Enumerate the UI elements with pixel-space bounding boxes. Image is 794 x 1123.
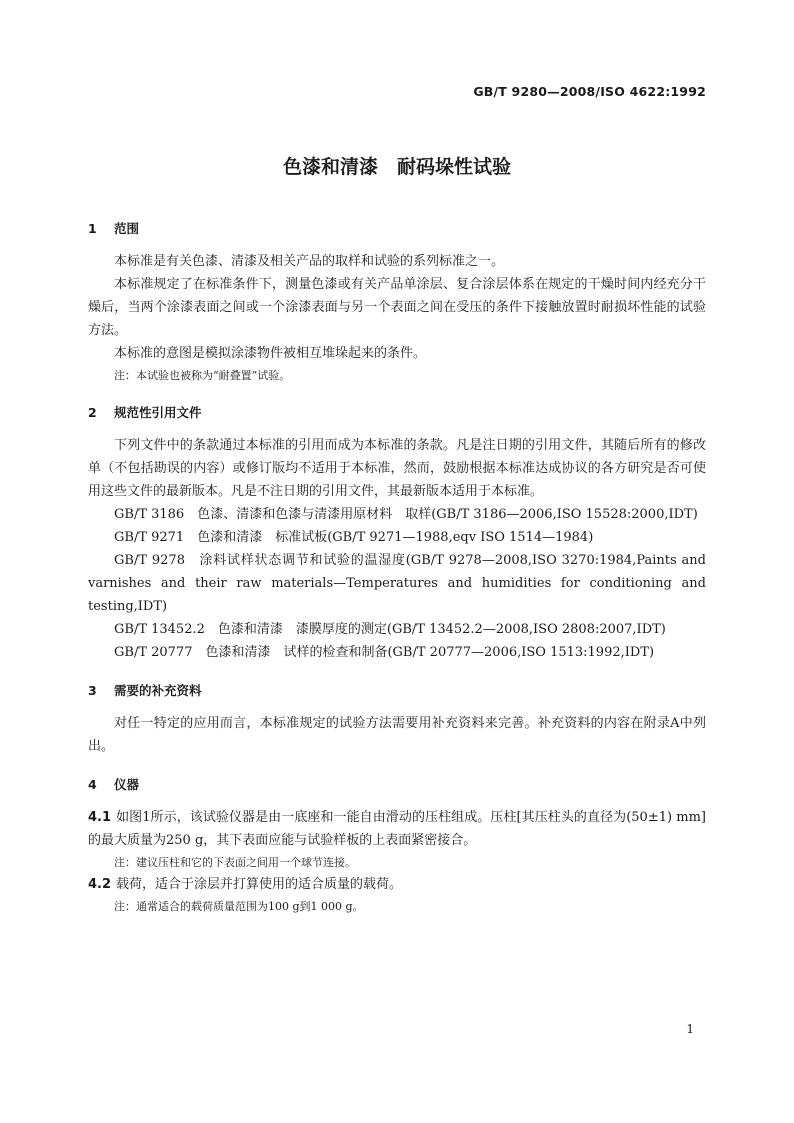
- note: 注：建议压柱和它的下表面之间用一个球节连接。: [114, 856, 356, 869]
- subclause: [88, 873, 706, 896]
- section-title: 规范性引用文件: [114, 405, 202, 420]
- reference-item: GB/T 20777 色漆和清漆 试样的检查和制备(GB/T 20777—2006,ISO 1513:1992,IDT): [114, 645, 655, 660]
- document-title: 色漆和清漆 耐码垛性试验: [282, 156, 511, 178]
- section-supplementary-info: [88, 680, 706, 758]
- paragraph: 对任一特定的应用而言，本标准规定的试验方法需要用补充资料来完善。补充资料的内容在附录A中列出。: [88, 716, 706, 754]
- reference-item: GB/T 9278 涂料试样状态调节和试验的温湿度(GB/T 9278—2008,ISO 3270:1984,Paints and varnishes and their raw materials—Temperatures and humidities for conditioning and testing,IDT): [88, 553, 706, 614]
- section-heading: [88, 680, 706, 702]
- section-normative-references: [88, 402, 706, 664]
- section-number: 2: [88, 405, 97, 420]
- section-number: 3: [88, 683, 97, 698]
- section-scope: [88, 218, 706, 386]
- reference-item: GB/T 13452.2 色漆和清漆 漆膜厚度的测定(GB/T 13452.2—2008,ISO 2808:2007,IDT): [114, 622, 666, 637]
- standard-code: GB/T 9280—2008/ISO 4622:1992: [473, 84, 706, 99]
- subclause: [88, 806, 706, 852]
- paragraph: 下列文件中的条款通过本标准的引用而成为本标准的条款。凡是注日期的引用文件，其随后所有的修改单（不包括勘误的内容）或修订版均不适用于本标准，然而，鼓励根据本标准达成协议的各方研究是否可使用这些文件的最新版本。凡是不注日期的引用文件，其最新版本适用于本标准。: [88, 438, 706, 499]
- section-number: 1: [88, 221, 97, 236]
- subclause-number: 4.2: [88, 877, 112, 892]
- paragraph: 本标准规定了在标准条件下，测量色漆或有关产品单涂层、复合涂层体系在规定的干燥时间内经充分干燥后，当两个涂漆表面之间或一个涂漆表面与另一个表面之间在受压的条件下接触放置时耐损坏性能的试验方法。: [88, 277, 706, 338]
- page-number: 1: [686, 1022, 694, 1036]
- subclause-text: 如图1所示，该试验仪器是由一底座和一能自由滑动的压柱组成。压柱[其压柱头的直径为(50±1) mm]的最大质量为250 g，其下表面应能与试验样板的上表面紧密接合。: [88, 810, 706, 848]
- section-number: 4: [88, 777, 97, 792]
- section-heading: [88, 402, 706, 424]
- paragraph: 本标准是有关色漆、清漆及相关产品的取样和试验的系列标准之一。: [114, 254, 505, 269]
- subclause-number: 4.1: [88, 810, 112, 825]
- section-title: 仪器: [114, 777, 140, 792]
- section-title: 范围: [114, 221, 140, 236]
- reference-item: GB/T 3186 色漆、清漆和色漆与清漆用原材料 取样(GB/T 3186—2006,ISO 15528:2000,IDT): [114, 507, 698, 522]
- section-heading: [88, 774, 706, 796]
- subclause-text: 载荷，适合于涂层并打算使用的适合质量的载荷。: [116, 877, 403, 892]
- section-title: 需要的补充资料: [114, 683, 202, 698]
- reference-item: GB/T 9271 色漆和清漆 标准试板(GB/T 9271—1988,eqv ISO 1514—1984): [114, 530, 594, 545]
- document-body: [88, 218, 706, 917]
- note: 注：通常适合的载荷质量范围为100 g到1 000 g。: [114, 900, 364, 913]
- note: 注：本试验也被称为“耐叠置”试验。: [114, 369, 291, 382]
- section-apparatus: [88, 774, 706, 917]
- section-heading: [88, 218, 706, 240]
- paragraph: 本标准的意图是模拟涂漆物件被相互堆垛起来的条件。: [114, 346, 427, 361]
